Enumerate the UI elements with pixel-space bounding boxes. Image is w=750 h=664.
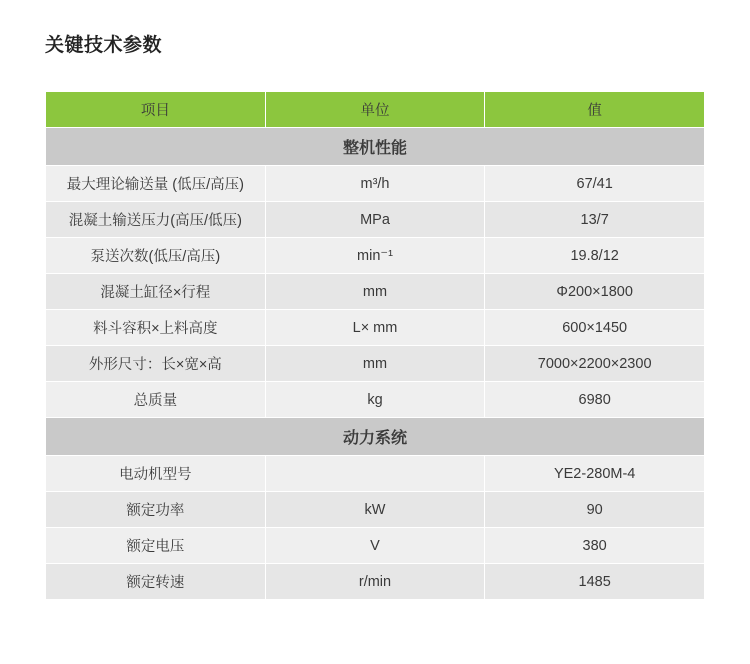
cell-value: YE2-280M-4	[485, 456, 705, 492]
section-title: 动力系统	[46, 418, 705, 456]
cell-item: 额定转速	[46, 564, 266, 600]
table-row	[46, 382, 705, 418]
table-body	[46, 128, 705, 600]
cell-value: 380	[485, 528, 705, 564]
cell-unit: min⁻¹	[265, 238, 485, 274]
table-row	[46, 492, 705, 528]
cell-unit: MPa	[265, 202, 485, 238]
cell-value: 6980	[485, 382, 705, 418]
key-spec-table	[45, 91, 705, 600]
cell-item: 泵送次数(低压/高压)	[46, 238, 266, 274]
cell-item: 混凝土输送压力(高压/低压)	[46, 202, 266, 238]
section-header-row	[46, 128, 705, 166]
cell-value: Φ200×1800	[485, 274, 705, 310]
cell-item: 混凝土缸径×行程	[46, 274, 266, 310]
cell-unit	[265, 456, 485, 492]
cell-unit: V	[265, 528, 485, 564]
table-row	[46, 274, 705, 310]
cell-value: 13/7	[485, 202, 705, 238]
cell-value: 1485	[485, 564, 705, 600]
column-header-unit: 单位	[265, 92, 485, 128]
cell-unit: m³/h	[265, 166, 485, 202]
section-header-row	[46, 418, 705, 456]
cell-value: 7000×2200×2300	[485, 346, 705, 382]
cell-unit: r/min	[265, 564, 485, 600]
table-row	[46, 310, 705, 346]
table-row	[46, 202, 705, 238]
cell-value: 67/41	[485, 166, 705, 202]
table-header-row	[46, 92, 705, 128]
cell-value: 600×1450	[485, 310, 705, 346]
cell-item: 外形尺寸：长×宽×高	[46, 346, 266, 382]
cell-unit: mm	[265, 274, 485, 310]
table-row	[46, 346, 705, 382]
cell-unit: kg	[265, 382, 485, 418]
cell-unit: kW	[265, 492, 485, 528]
table-row	[46, 456, 705, 492]
table-row	[46, 238, 705, 274]
column-header-item: 项目	[46, 92, 266, 128]
column-header-value: 值	[485, 92, 705, 128]
cell-item: 最大理论输送量 (低压/高压)	[46, 166, 266, 202]
cell-unit: L× mm	[265, 310, 485, 346]
cell-item: 额定电压	[46, 528, 266, 564]
section-title: 整机性能	[46, 128, 705, 166]
cell-item: 电动机型号	[46, 456, 266, 492]
table-row	[46, 166, 705, 202]
cell-item: 总质量	[46, 382, 266, 418]
table-header	[46, 92, 705, 128]
table-row	[46, 528, 705, 564]
cell-unit: mm	[265, 346, 485, 382]
page-title: 关键技术参数	[45, 35, 163, 56]
cell-value: 19.8/12	[485, 238, 705, 274]
cell-value: 90	[485, 492, 705, 528]
cell-item: 料斗容积×上料高度	[46, 310, 266, 346]
table-row	[46, 564, 705, 600]
cell-item: 额定功率	[46, 492, 266, 528]
